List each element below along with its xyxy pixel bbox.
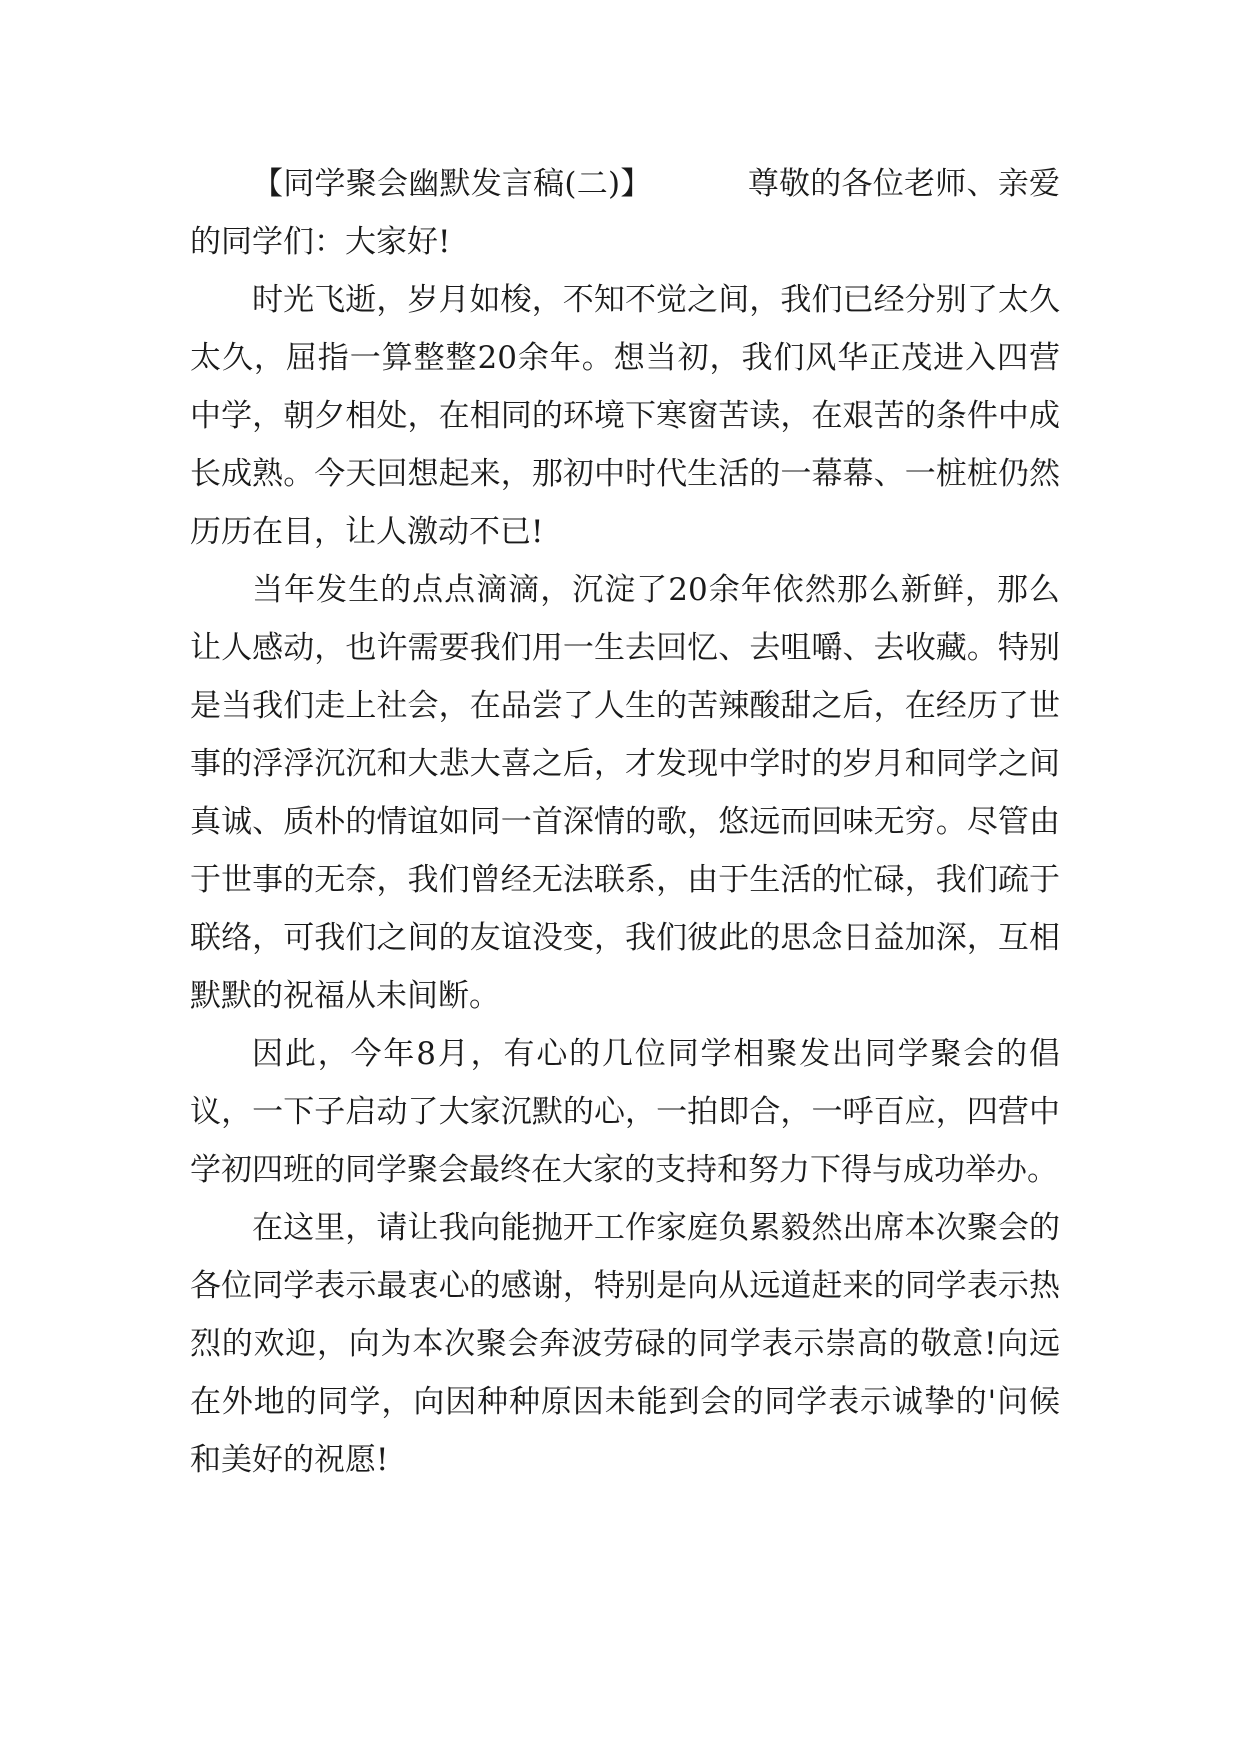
- paragraph-3: 因此，今年8月，有心的几位同学相聚发出同学聚会的倡议，一下子启动了大家沉默的心，一拍即合，一呼百应，四营中学初四班的同学聚会最终在大家的支持和努力下得与成功举办。: [190, 1036, 1060, 1188]
- document-title: 【同学聚会幽默发言稿(二)】: [252, 166, 652, 202]
- salutation: 尊敬的各位老师、亲爱的同学们：大家好!: [190, 166, 1060, 260]
- paragraph-4: 在这里，请让我向能抛开工作家庭负累毅然出席本次聚会的各位同学表示最衷心的感谢，特别是向从远道赶来的同学表示热烈的欢迎，向为本次聚会奔波劳碌的同学表示崇高的敬意!向远在外地的同学，向因种种原因未能到会的同学表示诚挚的'问候和美好的祝愿!: [190, 1210, 1060, 1478]
- paragraph-1: 时光飞逝，岁月如梭，不知不觉之间，我们已经分别了太久太久，屈指一算整整20余年。想当初，我们风华正茂进入四营中学，朝夕相处，在相同的环境下寒窗苦读，在艰苦的条件中成长成熟。今天回想起来，那初中时代生活的一幕幕、一桩桩仍然历历在目，让人激动不已!: [190, 282, 1060, 550]
- document-body: [190, 155, 1060, 1489]
- title-line: [190, 155, 1060, 271]
- paragraph-2: 当年发生的点点滴滴，沉淀了20余年依然那么新鲜，那么让人感动，也许需要我们用一生去回忆、去咀嚼、去收藏。特别是当我们走上社会，在品尝了人生的苦辣酸甜之后，在经历了世事的浮浮沉沉和大悲大喜之后，才发现中学时的岁月和同学之间真诚、质朴的情谊如同一首深情的歌，悠远而回味无穷。尽管由于世事的无奈，我们曾经无法联系，由于生活的忙碌，我们疏于联络，可我们之间的友谊没变，我们彼此的思念日益加深，互相默默的祝福从未间断。: [190, 572, 1060, 1014]
